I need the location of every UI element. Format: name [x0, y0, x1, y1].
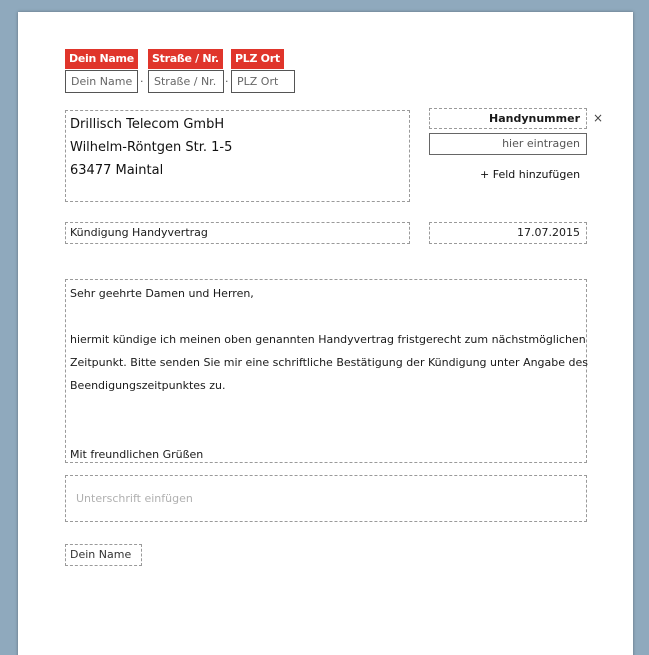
recipient-city: 63477 Maintal [70, 163, 164, 178]
body-line: Zeitpunkt. Bitte senden Sie mir eine schriftliche Bestätigung der Kündigung unter Angabe des [70, 356, 589, 369]
sender-name-input[interactable]: Dein Name [65, 70, 138, 93]
add-field-link[interactable]: + Feld hinzufügen [480, 168, 581, 181]
body-line: Beendigungszeitpunktes zu. [70, 379, 226, 392]
spacer [70, 397, 582, 420]
phone-label: Handynummer [429, 108, 587, 129]
closing: Mit freundlichen Grüßen [70, 448, 204, 461]
sender-street-input[interactable]: Straße / Nr. [148, 70, 224, 93]
spacer [70, 305, 582, 328]
phone-input[interactable]: hier eintragen [429, 133, 587, 155]
subject-field[interactable]: Kündigung Handyvertrag [65, 222, 410, 244]
recipient-address[interactable] [65, 110, 410, 202]
sender-street-tag: Straße / Nr. [148, 49, 223, 69]
salutation: Sehr geehrte Damen und Herren, [70, 287, 254, 300]
signer-name-field[interactable]: Dein Name [65, 544, 142, 566]
letter-page [18, 12, 633, 655]
date-field[interactable]: 17.07.2015 [429, 222, 587, 244]
recipient-company: Drillisch Telecom GmbH [70, 117, 225, 132]
recipient-street: Wilhelm-Röntgen Str. 1-5 [70, 140, 233, 155]
sender-city-tag: PLZ Ort [231, 49, 284, 69]
signature-field[interactable]: Unterschrift einfügen [65, 475, 587, 522]
sender-city-input[interactable]: PLZ Ort [231, 70, 295, 93]
spacer [70, 420, 582, 443]
separator-dot: · [140, 75, 144, 88]
sender-name-tag: Dein Name [65, 49, 138, 69]
separator-dot: · [225, 75, 229, 88]
body-line: hiermit kündige ich meinen oben genannten Handyvertrag fristgerecht zum nächstmöglichen [70, 333, 586, 346]
close-icon[interactable]: × [593, 111, 604, 125]
letter-body[interactable] [65, 279, 587, 463]
